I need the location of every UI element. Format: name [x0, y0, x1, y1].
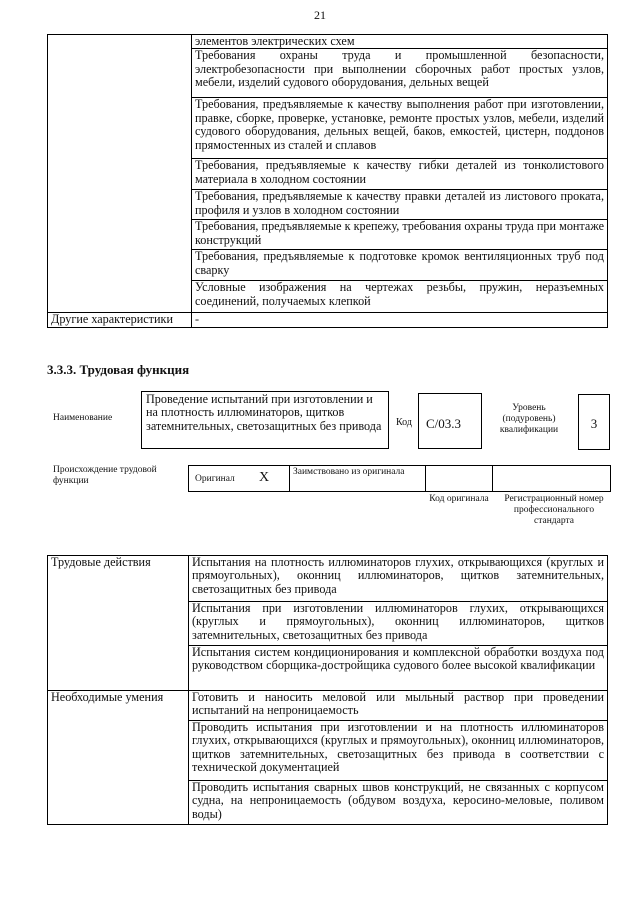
function-name-box: Проведение испытаний при изготовлении и на плотность иллюминаторов, щитков затемнительных, светозащитных без привода [141, 391, 389, 449]
reg-number-label: Регистрационный номер профессионального стандарта [504, 494, 604, 526]
knowledge-item: Требования, предъявляемые к крепежу, требования охраны труда при монтаже конструкций [192, 220, 608, 250]
page-number: 21 [314, 8, 326, 22]
labor-function-table [47, 555, 608, 825]
knowledge-item: Требования, предъявляемые к подготовке кромок вентиляционных труб под сварку [192, 250, 608, 281]
origin-label: Происхождение трудовой функции [53, 465, 157, 486]
action-item: Испытания на плотность иллюминаторов глухих, открывающихся (круглых и прямоугольных), оконниц иллюминаторов, щитков затемнительных, светозащитных без привода [189, 556, 608, 602]
original-mark: X [259, 470, 270, 485]
knowledge-item: Требования, предъявляемые к качеству выполнения работ при изготовлении, правке, сборке, проверке, установке, ремонте простых узлов, мебели, изделий судового оборудования, дельных вещей, баков, емкостей, цистерн, поддонов прямостенных из сталей и сплавов [192, 98, 608, 159]
actions-label: Трудовые действия [48, 556, 189, 691]
knowledge-item: Требования охраны труда и промышленной безопасности, электробезопасности при выполнении сборочных работ простых узлов, мебели, изделий судового оборудования, дельных вещей [192, 49, 608, 98]
name-label: Наименование [53, 413, 113, 423]
skills-label: Необходимые умения [48, 691, 189, 825]
other-characteristics-value: - [192, 313, 608, 328]
level-label: Уровень (подуровень) квалификации [499, 403, 559, 435]
knowledge-item: Требования, предъявляемые к качеству гибки деталей из тонколистового материала в холодном состоянии [192, 159, 608, 190]
skill-item: Проводить испытания сварных швов конструкций, не связанных с корпусом судна, на непроницаемость (обдувом воздуха, керосино-меловые, поливом воды) [189, 781, 608, 825]
section-heading: 3.3.3. Трудовая функция [47, 362, 190, 377]
other-characteristics-label: Другие характеристики [48, 313, 192, 328]
knowledge-table [47, 34, 608, 328]
action-item: Испытания при изготовлении иллюминаторов глухих, открывающихся (круглых и прямоугольных), оконниц иллюминаторов, щитков затемнительных, светозащитных без привода [189, 602, 608, 646]
original-label: Оригинал [195, 474, 235, 484]
knowledge-item: Требования, предъявляемые к качеству правки деталей из листового проката, профиля и узлов в холодном состоянии [192, 190, 608, 220]
origin-code-cell [425, 465, 493, 492]
knowledge-label-cell [48, 35, 192, 313]
skill-item: Готовить и наносить меловой или мыльный раствор при проведении испытаний на непроницаемость [189, 691, 608, 721]
origin-code-label: Код оригинала [429, 494, 489, 504]
knowledge-item: элементов электрических схем [192, 35, 608, 49]
action-item: Испытания систем кондиционирования и комплексной обработки воздуха под руководством сборщика-достройщика судового более высокой квалификации [189, 646, 608, 691]
code-label: Код [396, 417, 412, 428]
level-value-box: 3 [578, 394, 610, 450]
code-value-box: C/03.3 [418, 393, 482, 449]
skill-item: Проводить испытания при изготовлении и на плотность иллюминаторов глухих, открывающихся (круглых и прямоугольных), оконниц иллюминаторов, щитков затемнительных, светозащитных без привода в соответствии с технической документацией [189, 721, 608, 781]
borrowed-label: Заимствовано из оригинала [293, 467, 405, 477]
knowledge-item: Условные изображения на чертежах резьбы, пружин, неразъемных соединений, получаемых клепкой [192, 281, 608, 313]
